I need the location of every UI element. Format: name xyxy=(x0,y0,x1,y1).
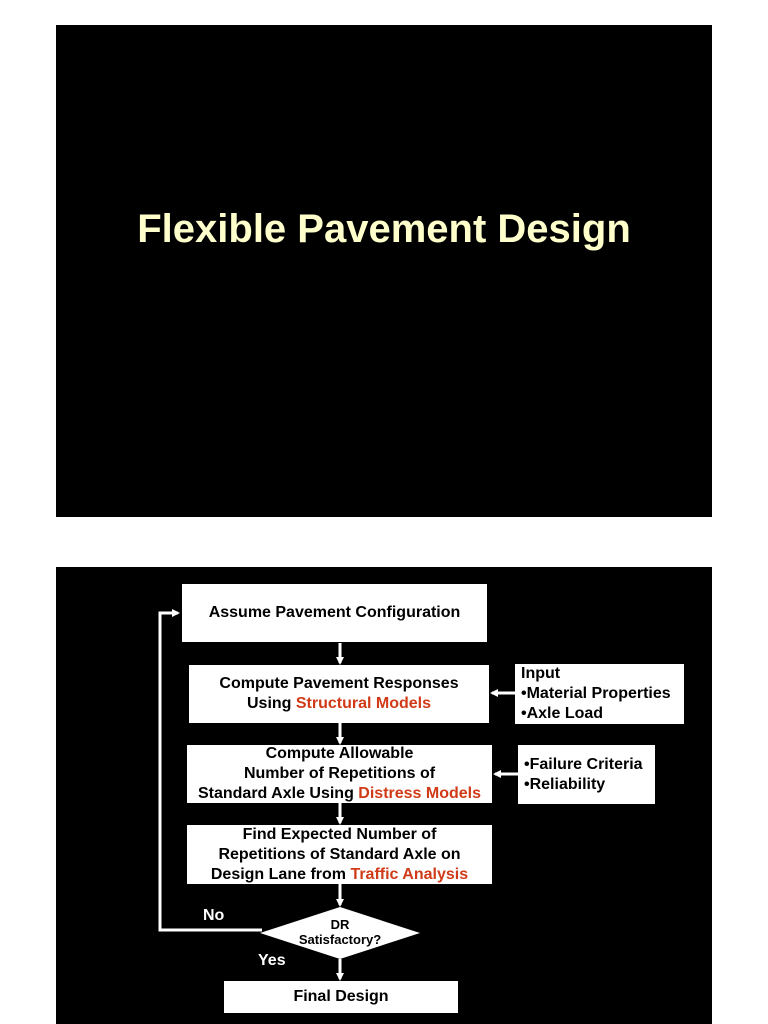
no-label: No xyxy=(203,907,225,924)
find-expected-line3 xyxy=(211,865,468,885)
yes-label: Yes xyxy=(258,952,286,969)
input-axle-load: •Axle Load xyxy=(521,705,604,722)
input-material-properties: •Material Properties xyxy=(521,685,671,702)
decision-line2: Satisfactory? xyxy=(298,932,382,947)
structural-models-highlight: Structural Models xyxy=(295,695,432,712)
compute-allowable-box xyxy=(187,745,492,803)
final-design-box xyxy=(224,981,458,1013)
compute-responses-prefix: Using xyxy=(246,695,296,712)
final-design-text: Final Design xyxy=(293,988,389,1005)
find-expected-line2: Repetitions of Standard Axle on xyxy=(218,845,461,863)
find-expected-prefix: Design Lane from xyxy=(210,865,351,883)
find-expected-box xyxy=(187,825,492,884)
distress-models-highlight: Distress Models xyxy=(358,785,482,802)
traffic-analysis-highlight: Traffic Analysis xyxy=(350,865,469,883)
assume-configuration-box xyxy=(182,584,487,642)
decision-text xyxy=(280,917,400,947)
compute-allowable-line3 xyxy=(198,784,481,804)
flowchart-slide xyxy=(56,567,712,1024)
find-expected-line1: Find Expected Number of xyxy=(242,825,437,843)
input-box xyxy=(515,664,684,724)
slide-title: Flexible Pavement Design xyxy=(137,207,631,251)
input-box-heading: Input xyxy=(521,665,561,682)
title-slide xyxy=(56,25,712,517)
assume-configuration-text: Assume Pavement Configuration xyxy=(208,604,461,621)
compute-allowable-prefix: Standard Axle Using xyxy=(197,785,359,802)
compute-responses-line1: Compute Pavement Responses xyxy=(219,675,459,692)
criteria-box xyxy=(518,745,655,804)
compute-allowable-line2: Number of Repetitions of xyxy=(243,765,436,782)
decision-line1: DR xyxy=(330,917,350,932)
failure-criteria-text: •Failure Criteria xyxy=(524,755,643,773)
compute-responses-box xyxy=(189,665,489,723)
compute-responses-line2 xyxy=(247,694,431,714)
compute-allowable-line1: Compute Allowable xyxy=(265,745,414,762)
reliability-text: •Reliability xyxy=(524,775,606,793)
